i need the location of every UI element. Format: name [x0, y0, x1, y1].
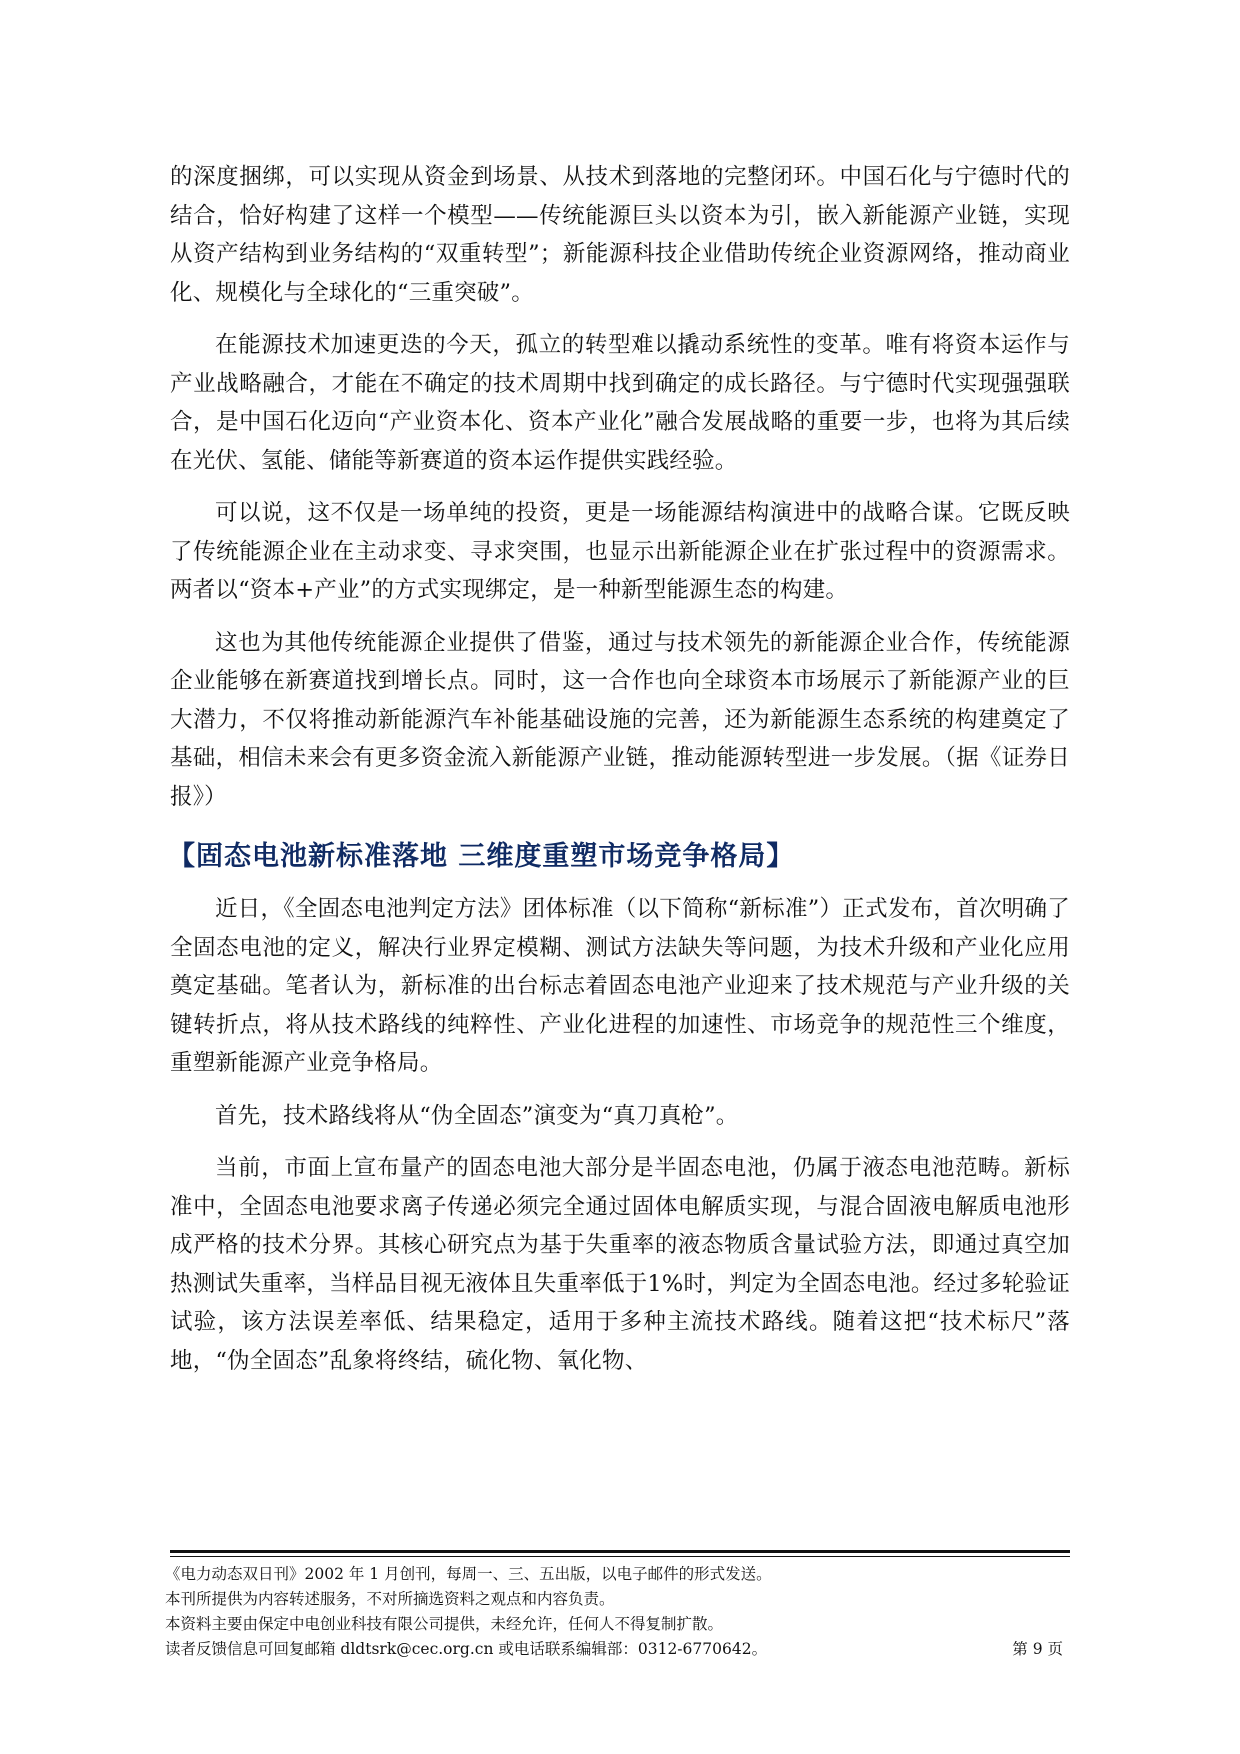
- section-paragraph-3: 当前，市面上宣布量产的固态电池大部分是半固态电池，仍属于液态电池范畴。新标准中，全固态电池要求离子传递必须完全通过固体电解质实现，与混合固液电解质电池形成严格的技术分界。其核心研究点为基于失重率的液态物质含量试验方法，即通过真空加热测试失重率，当样品目视无液体且失重率低于1%时，判定为全固态电池。经过多轮验证试验，该方法误差率低、结果稳定，适用于多种主流技术路线。随着这把“技术标尺”落地，“伪全固态”乱象将终结，硫化物、氧化物、: [170, 1155, 1070, 1374]
- section-heading: 【固态电池新标准落地 三维度重塑市场竞争格局】: [168, 841, 795, 872]
- footer-line-contact: [165, 1637, 1073, 1662]
- footer-line-publication: 《电力动态双日刊》2002 年 1 月创刊，每周一、三、五出版，以电子邮件的形式发送。: [165, 1565, 772, 1583]
- footer-line-disclaimer: 本刊所提供为内容转述服务，不对所摘选资料之观点和内容负责。: [165, 1590, 615, 1608]
- footer-line-copyright: 本资料主要由保定中电创业科技有限公司提供，未经允许，任何人不得复制扩散。: [165, 1615, 724, 1633]
- footer-contact-text: 读者反馈信息可回复邮箱 dldtsrk@cec.org.cn 或电话联系编辑部：0312-6770642。: [165, 1640, 768, 1658]
- paragraph-1: 的深度捆绑，可以实现从资金到场景、从技术到落地的完整闭环。中国石化与宁德时代的结合，恰好构建了这样一个模型——传统能源巨头以资本为引，嵌入新能源产业链，实现从资产结构到业务结构的“双重转型”；新能源科技企业借助传统企业资源网络，推动商业化、规模化与全球化的“三重突破”。: [170, 164, 1070, 306]
- paragraph-2: 在能源技术加速更迭的今天，孤立的转型难以撬动系统性的变革。唯有将资本运作与产业战略融合，才能在不确定的技术周期中找到确定的成长路径。与宁德时代实现强强联合，是中国石化迈向“产业资本化、资本产业化”融合发展战略的重要一步，也将为其后续在光伏、氢能、储能等新赛道的资本运作提供实践经验。: [170, 332, 1070, 474]
- section-paragraph-1: 近日，《全固态电池判定方法》团体标准（以下简称“新标准”）正式发布，首次明确了全固态电池的定义，解决行业界定模糊、测试方法缺失等问题，为技术升级和产业化应用奠定基础。笔者认为，新标准的出台标志着固态电池产业迎来了技术规范与产业升级的关键转折点，将从技术路线的纯粹性、产业化进程的加速性、市场竞争的规范性三个维度，重塑新能源产业竞争格局。: [170, 896, 1070, 1076]
- section-paragraph-2: 首先，技术路线将从“伪全固态”演变为“真刀真枪”。: [215, 1102, 739, 1129]
- footer-divider-thick: [170, 1550, 1070, 1553]
- footer-divider-thin: [170, 1556, 1070, 1557]
- paragraph-4: 这也为其他传统能源企业提供了借鉴，通过与技术领先的新能源企业合作，传统能源企业能够在新赛道找到增长点。同时，这一合作也向全球资本市场展示了新能源产业的巨大潜力，不仅将推动新能源汽车补能基础设施的完善，还为新能源生态系统的构建奠定了基础，相信未来会有更多资金流入新能源产业链，推动能源转型进一步发展。（据《证券日报》）: [170, 629, 1070, 810]
- page-number: 第 9 页: [1012, 1640, 1063, 1658]
- paragraph-3: 可以说，这不仅是一场单纯的投资，更是一场能源结构演进中的战略合谋。它既反映了传统能源企业在主动求变、寻求突围，也显示出新能源企业在扩张过程中的资源需求。两者以“资本+产业”的方式实现绑定，是一种新型能源生态的构建。: [170, 500, 1070, 603]
- article-body: [170, 158, 1070, 1394]
- page-footer: [165, 1562, 1073, 1662]
